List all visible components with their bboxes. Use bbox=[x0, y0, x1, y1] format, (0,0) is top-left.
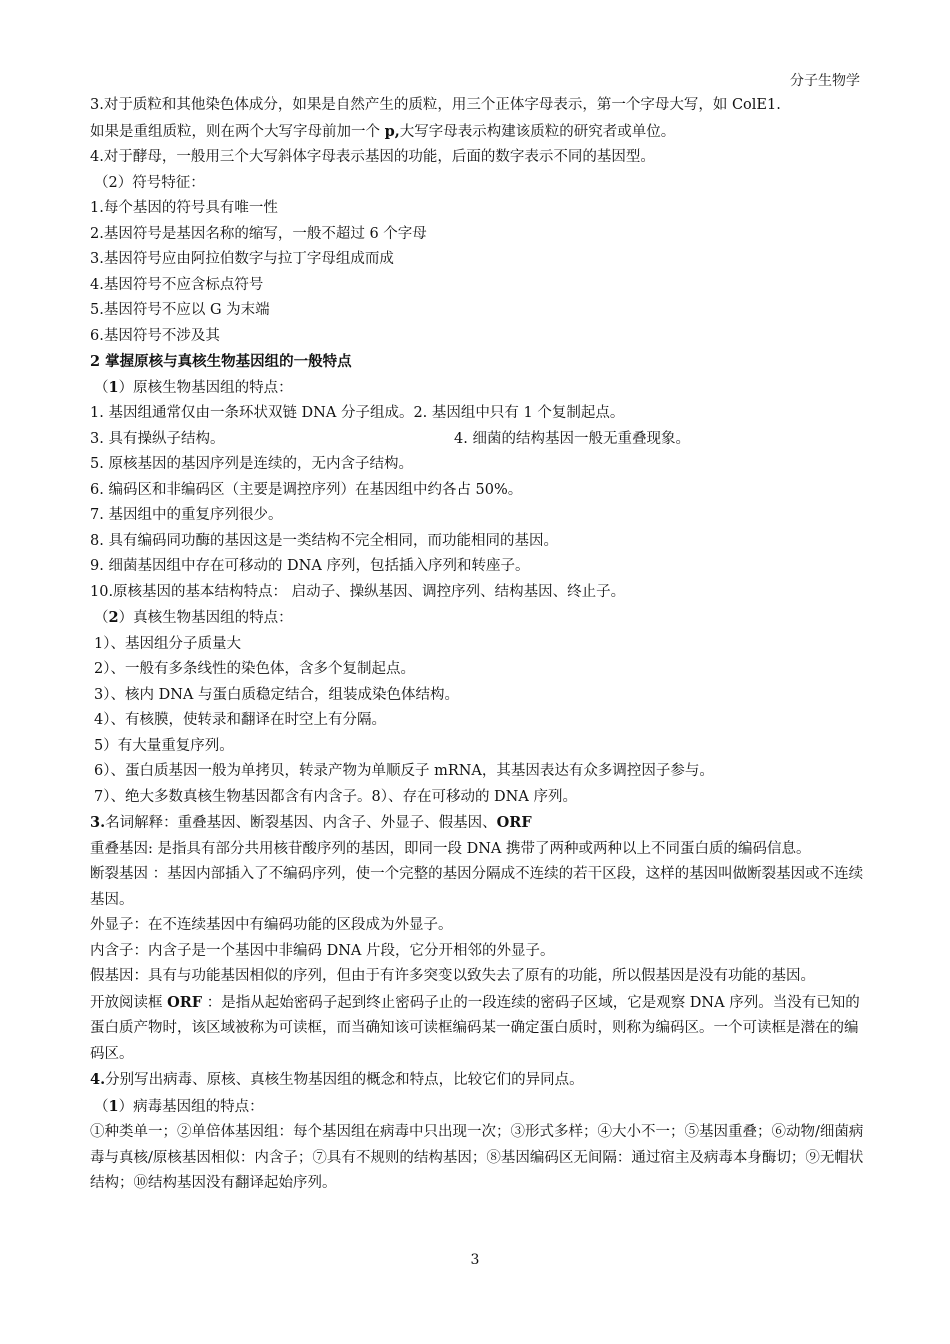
bold-span: 1 bbox=[108, 1097, 119, 1115]
page-body bbox=[90, 93, 870, 1197]
list-item: 5.基因符号不应以 G 为末端 bbox=[90, 302, 270, 318]
definition-paragraph: 断裂基因 ：基因内部插入了不编码序列，使一个完整的基因分隔成不连续的若干区段，这样的基因叫做断裂基因或不连续基因。 bbox=[90, 866, 864, 908]
virus-features-paragraph: ①种类单一；②单倍体基因组：每个基因组在病毒中只出现一次；③形式多样；④大小不一；⑤基因重叠；⑥动物/细菌病毒与真核/原核基因相似：内含子；⑦具有不规则的结构基因；⑧基因编码区无间隔：通过宿主及病毒本身酶切；⑨无帽状结构；⑩结构基因没有翻译起始序列。 bbox=[90, 1124, 864, 1191]
text-span: 大写字母表示构建该质粒的研究者或单位。 bbox=[399, 123, 676, 140]
list-item: 5. 原核基因的基因序列是连续的，无内含子结构。 bbox=[90, 456, 413, 472]
text-span: 名词解释：重叠基因、断裂基因、内含子、外显子、假基因、 bbox=[105, 815, 497, 831]
subheading bbox=[90, 1094, 870, 1121]
list-item: 6. 编码区和非编码区（主要是调控序列）在基因组中约各占 50%。 bbox=[90, 481, 523, 498]
definition-paragraph: 重叠基因: 是指具有部分共用核苷酸序列的基因，即同一段 DNA 携带了两种或两种以上不同蛋白质的编码信息。 bbox=[90, 840, 811, 857]
list-item: 7）、绝大多数真核生物基因都含有内含子。8）、存在可移动的 DNA 序列。 bbox=[94, 788, 577, 805]
list-item: 4）、有核膜，使转录和翻译在时空上有分隔。 bbox=[94, 712, 386, 728]
text-span: 如果是重组质粒，则在两个大写字母前加一个 bbox=[90, 123, 385, 140]
list-item: 3）、核内 DNA 与蛋白质稳定结合，组装成染色体结构。 bbox=[94, 686, 459, 703]
text-line bbox=[90, 119, 870, 146]
bold-span: ORF bbox=[496, 814, 532, 831]
bold-span: 3. bbox=[90, 814, 106, 831]
section-heading bbox=[90, 810, 870, 837]
text-span: 3. 具有操纵子结构。 bbox=[90, 430, 225, 447]
list-item: 9. 细菌基因组中存在可移动的 DNA 序列，包括插入序列和转座子。 bbox=[90, 558, 530, 574]
definition-paragraph bbox=[90, 990, 870, 1068]
list-item: 7. 基因组中的重复序列很少。 bbox=[90, 507, 283, 523]
bold-span: 2 bbox=[108, 609, 119, 626]
subheading: （2）符号特征： bbox=[94, 174, 205, 191]
text-span: ）病毒基因组的特点： bbox=[118, 1098, 264, 1115]
subheading bbox=[90, 605, 870, 632]
text-span: ）真核生物基因组的特点： bbox=[118, 610, 293, 626]
bold-span: ORF bbox=[167, 993, 203, 1011]
section-heading bbox=[90, 1067, 870, 1094]
bold-span: 1 bbox=[108, 378, 119, 396]
text-span: （ bbox=[94, 379, 109, 396]
list-item: 1）、基因组分子质量大 bbox=[94, 635, 241, 652]
running-header: 分子生物学 bbox=[790, 73, 860, 89]
list-item: 6）、蛋白质基因一般为单拷贝，转录产物为单顺反子 mRNA，其基因表达有众多调控因子参与。 bbox=[94, 763, 714, 779]
bold-span: 4. bbox=[90, 1071, 106, 1088]
definition-paragraph: 内含子：内含子是一个基因中非编码 DNA 片段，它分开相邻的外显子。 bbox=[90, 942, 555, 959]
section-heading: 2 掌握原核与真核生物基因组的一般特点 bbox=[90, 353, 352, 370]
definition-paragraph: 外显子：在不连续基因中有编码功能的区段成为外显子。 bbox=[90, 917, 453, 933]
text-span: 开放阅读框 bbox=[90, 994, 168, 1011]
text-line: 4.对于酵母，一般用三个大写斜体字母表示基因的功能，后面的数字表示不同的基因型。 bbox=[90, 149, 655, 165]
list-item: 6.基因符号不涉及其 bbox=[90, 327, 220, 344]
list-item: 4.基因符号不应含标点符号 bbox=[90, 276, 264, 293]
list-item: 2）、一般有多条线性的染色体，含多个复制起点。 bbox=[94, 661, 415, 677]
text-span: （ bbox=[94, 1098, 109, 1115]
list-item: 8. 具有编码同功酶的基因这是一类结构不完全相同，而功能相同的基因。 bbox=[90, 532, 558, 549]
definition-paragraph: 假基因：具有与功能基因相似的序列，但由于有许多突变以致失去了原有的功能，所以假基因是没有功能的基因。 bbox=[90, 968, 815, 984]
text-span: 分别写出病毒、原核、真核生物基因组的概念和特点，比较它们的异同点。 bbox=[105, 1072, 584, 1088]
text-span: （ bbox=[94, 610, 109, 626]
text-span: 4. 细菌的结构基因一般无重叠现象。 bbox=[454, 430, 690, 447]
list-item: 3.基因符号应由阿拉伯数字与拉丁字母组成而成 bbox=[90, 251, 394, 267]
text-span: ）原核生物基因组的特点： bbox=[118, 379, 293, 396]
list-item: 5）有大量重复序列。 bbox=[94, 737, 234, 754]
list-item bbox=[90, 427, 870, 453]
list-item: 10.原核基因的基本结构特点： 启动子、操纵基因、调控序列、结构基因、终止子。 bbox=[90, 583, 626, 600]
list-item: 1. 基因组通常仅由一条环状双链 DNA 分子组成。2. 基因组中只有 1 个复制起点。 bbox=[90, 405, 625, 421]
page-number: 3 bbox=[470, 1252, 480, 1268]
list-item: 2.基因符号是基因名称的缩写，一般不超过 6 个字母 bbox=[90, 225, 427, 242]
subheading bbox=[90, 375, 870, 402]
list-item: 1.每个基因的符号具有唯一性 bbox=[90, 200, 278, 216]
text-line: 3.对于质粒和其他染色体成分，如果是自然产生的质粒，用三个正体字母表示，第一个字母大写，如 ColE1. bbox=[90, 97, 781, 113]
bold-span: p, bbox=[384, 122, 400, 140]
text-span: ：是指从起始密码子起到终止密码子止的一段连续的密码子区域，它是观察 DNA 序列。当没有已知的蛋白质产物时，该区域被称为可读框，而当确知该可读框编码某一确定蛋白质时，则称为编码区。一个可读框是潜在的编码区。 bbox=[90, 994, 860, 1062]
